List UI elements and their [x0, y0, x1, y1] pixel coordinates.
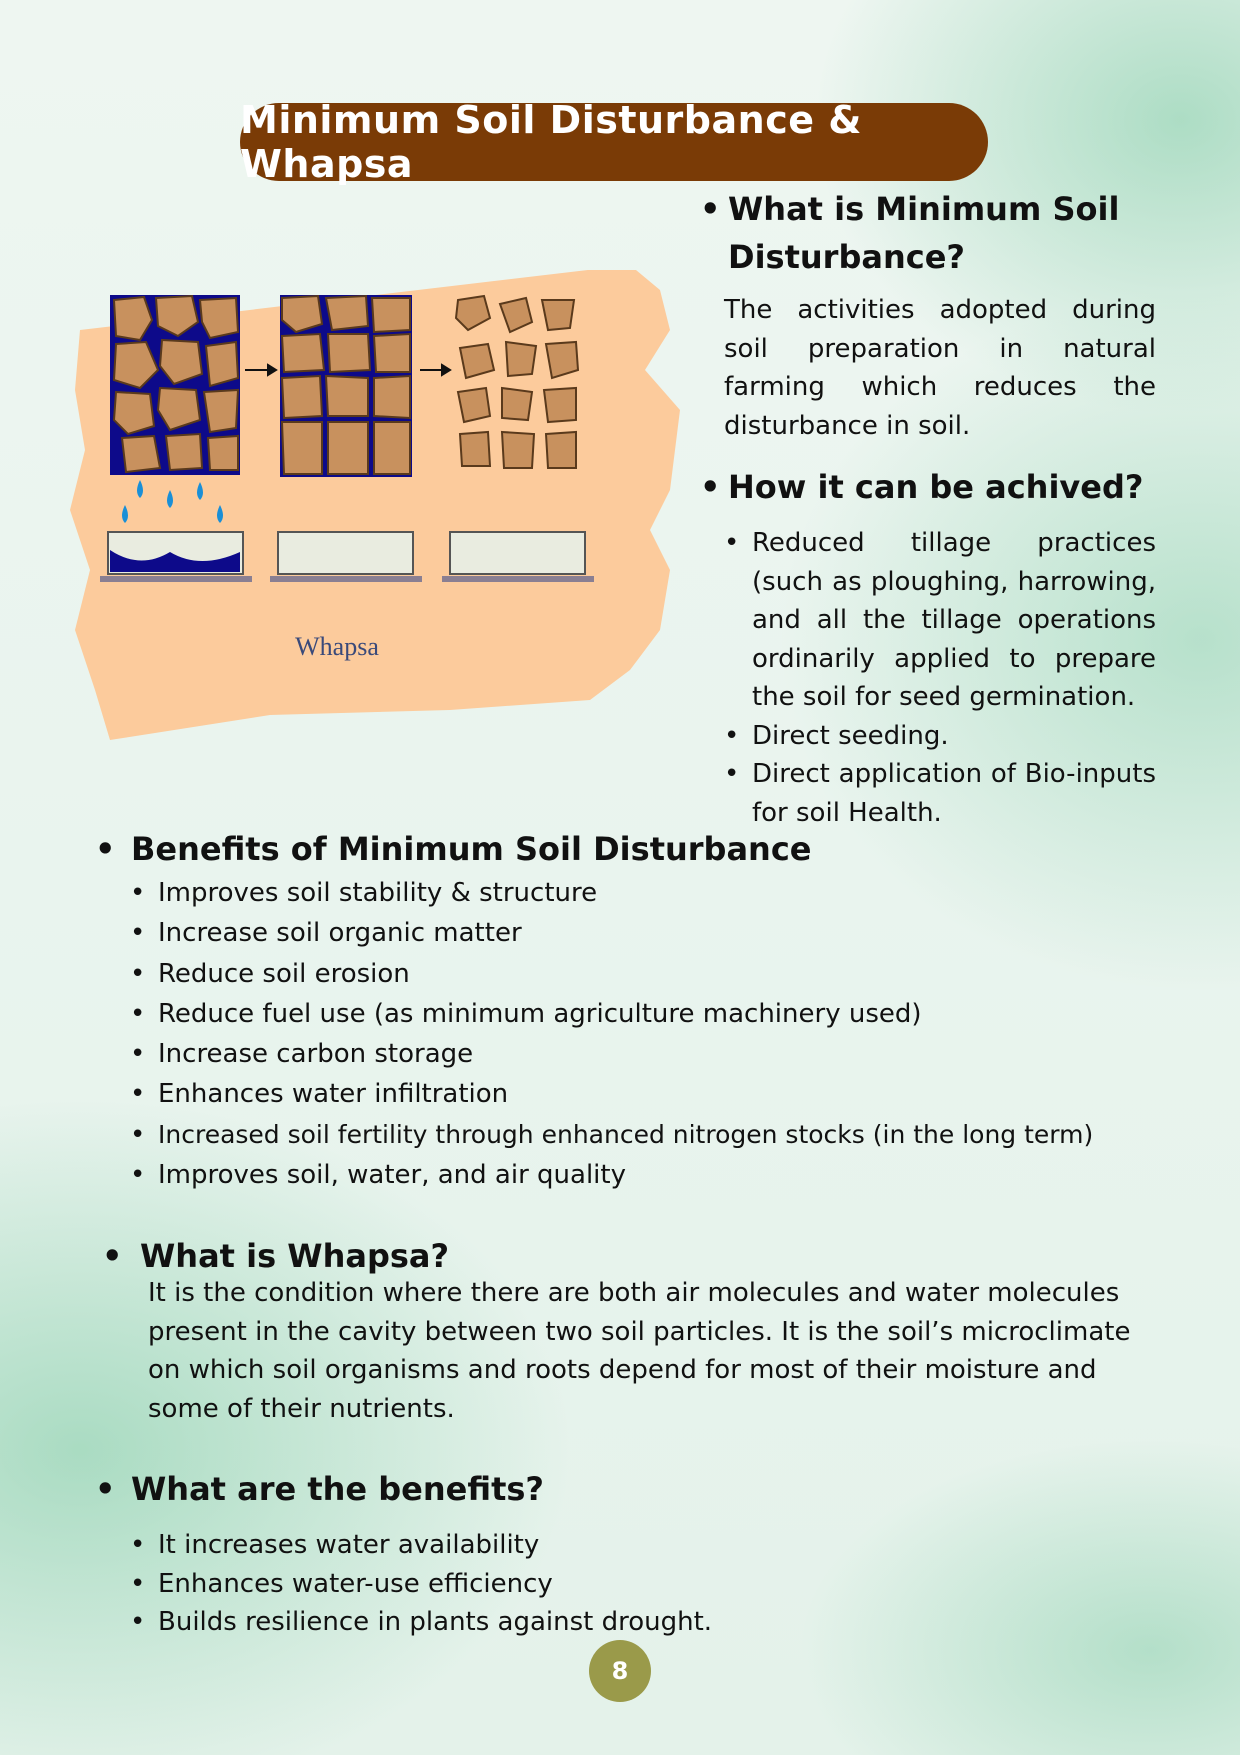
bullet-icon: •	[95, 1470, 116, 1508]
list-item: • Enhances water-use efficiency	[128, 1565, 1128, 1604]
list-item: • Increased soil fertility through enhanced nitrogen stocks (in the long term)	[128, 1115, 1228, 1155]
section-text: It is the condition where there are both air molecules and water molecules present in the cavity between two soil particles. It is the soil’s microclimate on which soil organisms and roots depend for most of their moisture and some of their nutrients.	[148, 1278, 1131, 1424]
bullet-icon: •	[700, 468, 721, 506]
list-item: • Improves soil, water, and air quality	[128, 1155, 1228, 1195]
list-item: • Improves soil stability & structure	[128, 873, 1228, 913]
section-heading: What is Whapsa?	[140, 1237, 450, 1275]
list-item: • Direct seeding.	[722, 717, 1156, 756]
list-item: • It increases water availability	[128, 1526, 1128, 1565]
illustration-caption: Whapsa	[295, 632, 379, 661]
section-heading: What is Minimum Soil Disturbance?	[728, 190, 1120, 276]
page-number-badge: 8	[589, 1640, 651, 1702]
list-item: • Reduce soil erosion	[128, 954, 1228, 994]
bullet-icon: •	[700, 190, 721, 228]
section-text: The activities adopted during soil preparation in natural farming which reduces the disturbance in soil.	[724, 295, 1156, 441]
section-minimum-soil-disturbance	[700, 185, 1156, 281]
list-item: • Builds resilience in plants against drought.	[128, 1603, 1128, 1642]
whapsa-benefits-list	[128, 1526, 1128, 1642]
section-what-are-benefits	[95, 1465, 1095, 1513]
list-item: • Increase soil organic matter	[128, 913, 1228, 953]
benefits-msd-list	[128, 873, 1228, 1195]
list-item: • Increase carbon storage	[128, 1034, 1228, 1074]
list-item: • Reduced tillage practices (such as ploughing, harrowing, and all the tillage operations ordinarily applied to prepare the soil for seed germination.	[722, 524, 1156, 717]
list-item: • Enhances water infiltration	[128, 1074, 1228, 1114]
section-benefits-msd	[95, 825, 1195, 873]
bullet-icon: •	[102, 1237, 123, 1275]
list-item: • Reduce fuel use (as minimum agriculture machinery used)	[128, 994, 1228, 1034]
list-item: • Direct application of Bio-inputs for soil Health.	[722, 755, 1156, 832]
section-what-is-whapsa	[102, 1232, 1102, 1280]
section-heading: How it can be achived?	[728, 468, 1144, 506]
section-how-achieved	[700, 463, 1156, 511]
how-achieved-list	[722, 524, 1156, 832]
section-heading: Benefits of Minimum Soil Disturbance	[131, 830, 812, 868]
bullet-icon: •	[95, 830, 116, 868]
page-title: Minimum Soil Disturbance & Whapsa	[240, 103, 988, 181]
section-heading: What are the benefits?	[131, 1470, 544, 1508]
whapsa-illustration	[70, 270, 690, 740]
